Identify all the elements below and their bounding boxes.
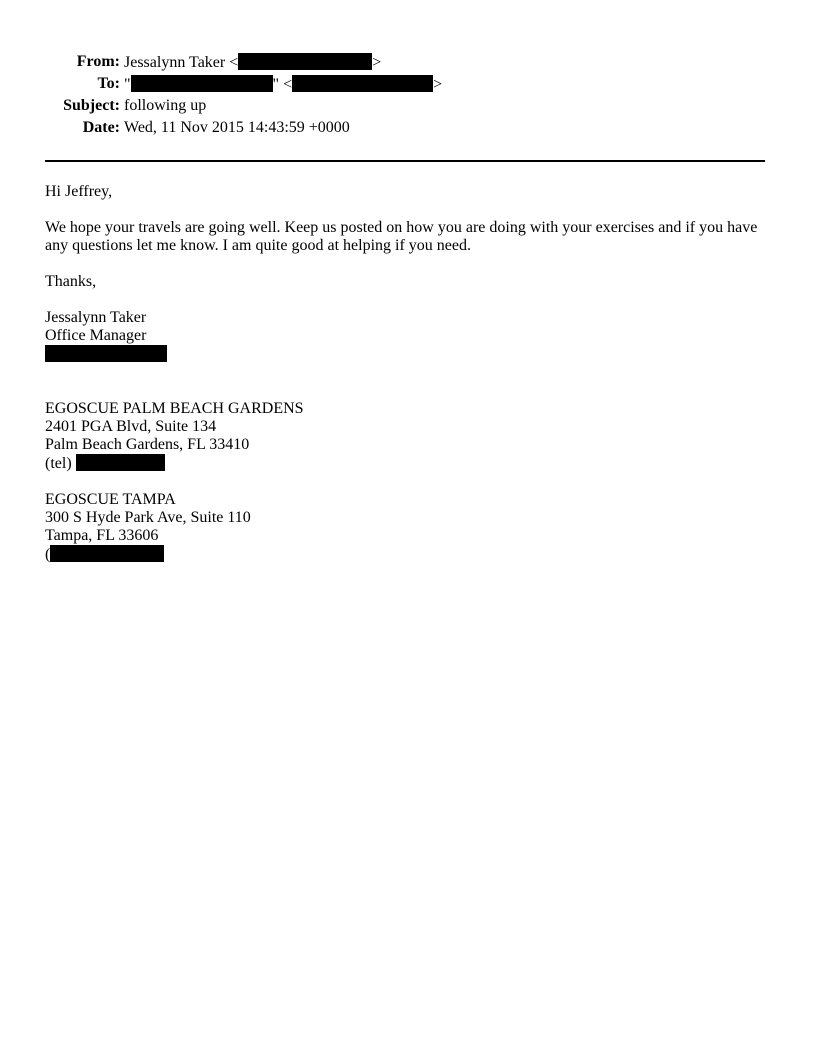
redaction-block — [292, 75, 433, 92]
from-row — [0, 53, 816, 75]
location-address: 2401 PGA Blvd, Suite 134 — [45, 418, 217, 435]
date-label: Date: — [82, 119, 120, 136]
redaction-block — [76, 454, 165, 471]
message-paragraph: We hope your travels are going well. Keep us posted on how you are doing with your exercises and if you have any questions let me know. I am quite good at helping if you need. — [45, 219, 758, 254]
subject-value: following up — [124, 97, 207, 114]
location-block — [45, 400, 767, 473]
from-value — [124, 53, 381, 72]
header-divider — [45, 160, 765, 162]
location-name: EGOSCUE PALM BEACH GARDENS — [45, 400, 304, 417]
from-close: > — [372, 54, 382, 71]
to-open-quote: " — [124, 76, 131, 93]
to-mid: " < — [272, 76, 293, 93]
subject-label: Subject: — [63, 97, 120, 114]
from-name: Jessalynn Taker < — [124, 54, 239, 71]
location-phone — [45, 545, 767, 564]
signature — [45, 309, 767, 364]
location-block — [45, 491, 767, 564]
location-city: Palm Beach Gardens, FL 33410 — [45, 436, 250, 453]
phone-prefix: (tel) — [45, 455, 76, 472]
redaction-block — [50, 545, 164, 562]
signature-title: Office Manager — [45, 327, 147, 344]
to-close: > — [433, 76, 443, 93]
location-address: 300 S Hyde Park Ave, Suite 110 — [45, 509, 251, 526]
date-row — [0, 119, 816, 141]
location-name: EGOSCUE TAMPA — [45, 491, 176, 508]
to-value — [124, 75, 442, 94]
redaction-block — [131, 75, 273, 92]
to-row — [0, 75, 816, 97]
subject-row — [0, 97, 816, 119]
location-phone — [45, 454, 767, 473]
greeting: Hi Jeffrey, — [45, 183, 113, 200]
redaction-block — [45, 345, 167, 362]
from-label: From: — [76, 53, 120, 70]
signature-redacted-line — [45, 345, 767, 364]
email-body — [45, 183, 767, 582]
email-header — [0, 53, 816, 141]
closing: Thanks, — [45, 273, 97, 290]
signature-name: Jessalynn Taker — [45, 309, 147, 326]
to-label: To: — [97, 75, 120, 92]
date-value: Wed, 11 Nov 2015 14:43:59 +0000 — [124, 119, 350, 136]
redaction-block — [238, 53, 372, 70]
location-city: Tampa, FL 33606 — [45, 527, 159, 544]
phone-prefix: ( — [45, 546, 51, 563]
